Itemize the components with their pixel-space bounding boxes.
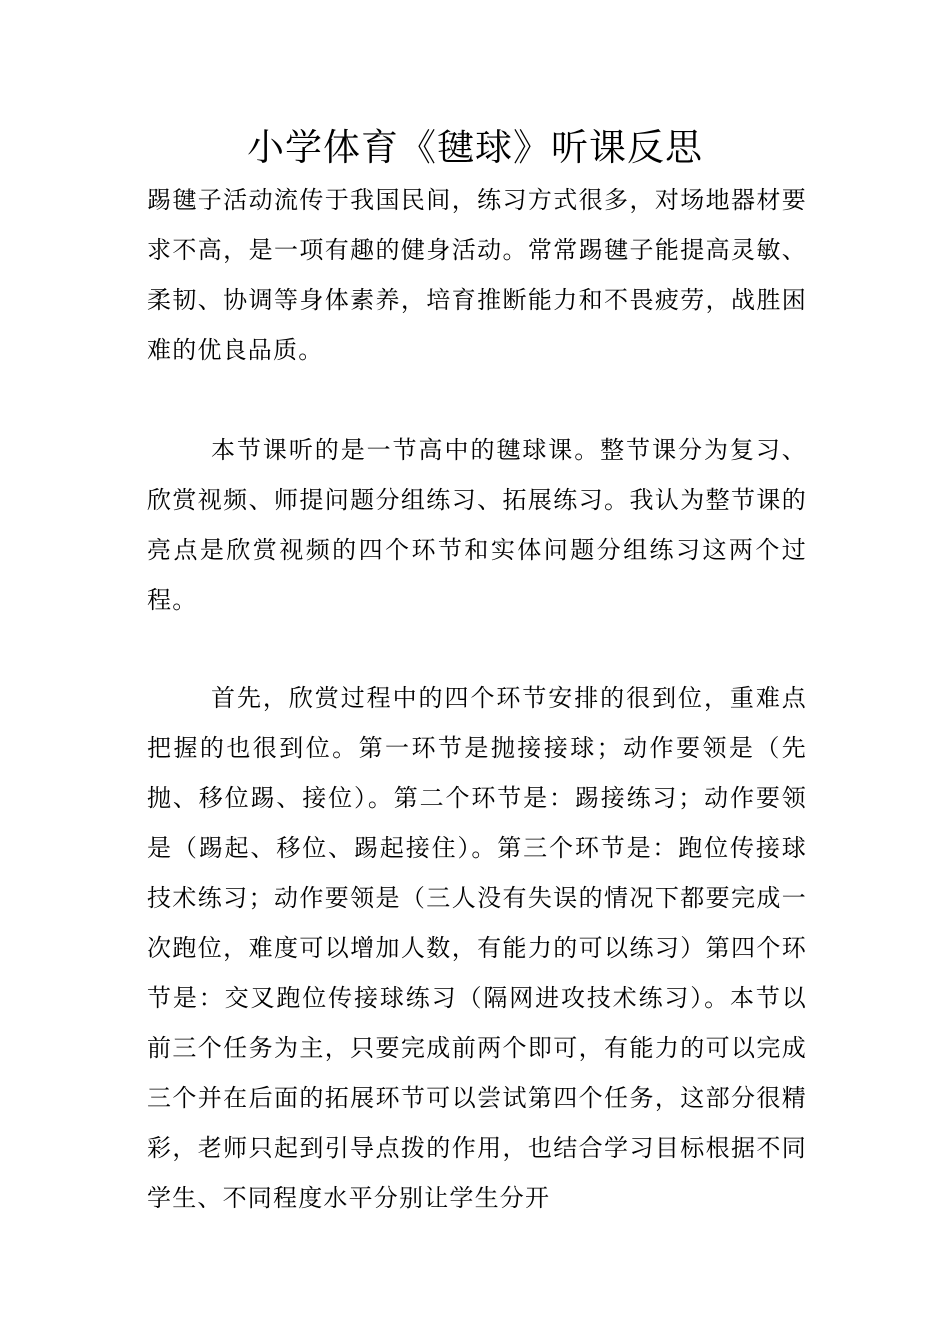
paragraph-lesson-overview: 本节课听的是一节高中的毽球课。整节课分为复习、欣赏视频、师提问题分组练习、拓展练习。我认为整节课的亮点是欣赏视频的四个环节和实体问题分组练习这两个过程。 (147, 436, 807, 614)
paragraph-intro: 踢毽子活动流传于我国民间，练习方式很多，对场地器材要求不高，是一项有趣的健身活动。常常踢毽子能提高灵敏、柔韧、协调等身体素养，培育推断能力和不畏疲劳，战胜困难的优良品质。 (147, 186, 807, 364)
paragraph-analysis: 首先，欣赏过程中的四个环节安排的很到位，重难点把握的也很到位。第一环节是抛接接球；动作要领是（先抛、移位踢、接位）。第二个环节是：踢接练习；动作要领是（踢起、移位、踢起接住）。第三个环节是：跑位传接球技术练习；动作要领是（三人没有失误的情况下都要完成一次跑位，难度可以增加人数，有能力的可以练习）第四个环节是：交叉跑位传接球练习（隔网进攻技术练习）。本节以前三个任务为主，只要完成前两个即可，有能力的可以完成三个并在后面的拓展环节可以尝试第四个任务，这部分很精彩，老师只起到引导点拨的作用，也结合学习目标根据不同学生、不同程度水平分别让学生分开 (147, 684, 807, 1212)
document-title: 小学体育《毽球》听课反思 (247, 126, 703, 169)
